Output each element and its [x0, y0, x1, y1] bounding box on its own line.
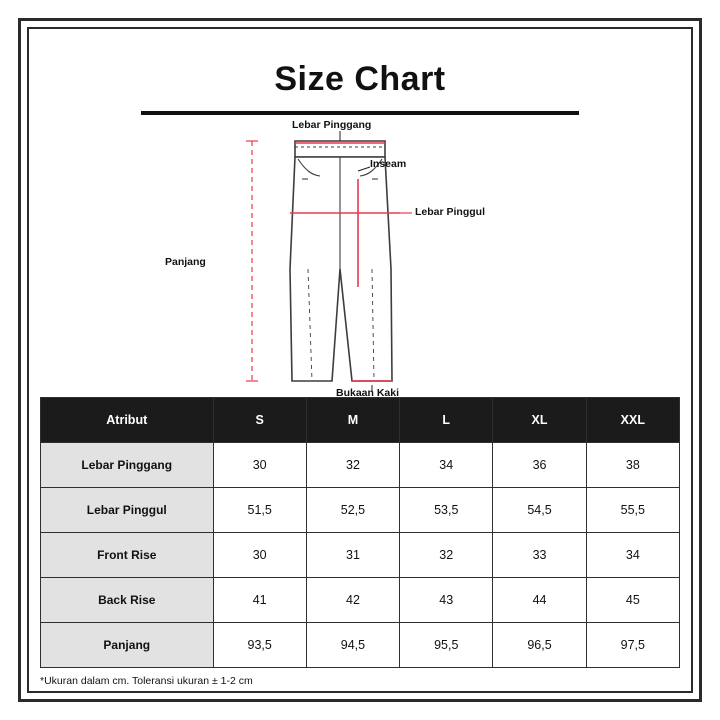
- title-underline-rule: [141, 111, 579, 115]
- cell-l: 32: [400, 533, 493, 578]
- footnote: *Ukuran dalam cm. Toleransi ukuran ± 1-2 cm: [40, 675, 253, 687]
- pants-illustration-svg: [40, 119, 680, 397]
- row-attribute: Panjang: [41, 623, 214, 668]
- label-inseam: Inseam: [370, 158, 407, 170]
- table-header-xl: XL: [493, 398, 586, 443]
- size-table: [40, 397, 680, 668]
- table-header-s: S: [213, 398, 306, 443]
- table-row: [41, 488, 680, 533]
- label-length: Panjang: [165, 256, 206, 268]
- cell-xxl: 97,5: [586, 623, 679, 668]
- cell-l: 95,5: [400, 623, 493, 668]
- cell-xl: 33: [493, 533, 586, 578]
- cell-s: 30: [213, 443, 306, 488]
- cell-xl: 96,5: [493, 623, 586, 668]
- cell-m: 31: [306, 533, 399, 578]
- cell-xl: 54,5: [493, 488, 586, 533]
- table-row: [41, 443, 680, 488]
- row-attribute: Front Rise: [41, 533, 214, 578]
- table-row: [41, 578, 680, 623]
- cell-xxl: 55,5: [586, 488, 679, 533]
- row-attribute: Lebar Pinggang: [41, 443, 214, 488]
- table-header-l: L: [400, 398, 493, 443]
- cell-l: 34: [400, 443, 493, 488]
- page-title: Size Chart: [274, 60, 446, 98]
- label-waist: Lebar Pinggang: [292, 119, 372, 131]
- cell-xxl: 38: [586, 443, 679, 488]
- table-header-attribute: Atribut: [41, 398, 214, 443]
- cell-m: 94,5: [306, 623, 399, 668]
- table-row: [41, 533, 680, 578]
- label-hip: Lebar Pinggul: [415, 206, 486, 218]
- table-header-xxl: XXL: [586, 398, 679, 443]
- cell-l: 53,5: [400, 488, 493, 533]
- cell-xxl: 45: [586, 578, 679, 623]
- cell-s: 93,5: [213, 623, 306, 668]
- cell-m: 52,5: [306, 488, 399, 533]
- cell-xxl: 34: [586, 533, 679, 578]
- label-leg-opening: Bukaan Kaki: [336, 387, 400, 399]
- cell-xl: 36: [493, 443, 586, 488]
- row-attribute: Back Rise: [41, 578, 214, 623]
- cell-s: 41: [213, 578, 306, 623]
- cell-m: 42: [306, 578, 399, 623]
- cell-l: 43: [400, 578, 493, 623]
- cell-s: 30: [213, 533, 306, 578]
- cell-s: 51,5: [213, 488, 306, 533]
- table-header-row: [41, 398, 680, 443]
- cell-xl: 44: [493, 578, 586, 623]
- pants-measurement-diagram: [40, 119, 680, 397]
- table-row: [41, 623, 680, 668]
- table-header-m: M: [306, 398, 399, 443]
- page-content: [40, 40, 680, 687]
- cell-m: 32: [306, 443, 399, 488]
- row-attribute: Lebar Pinggul: [41, 488, 214, 533]
